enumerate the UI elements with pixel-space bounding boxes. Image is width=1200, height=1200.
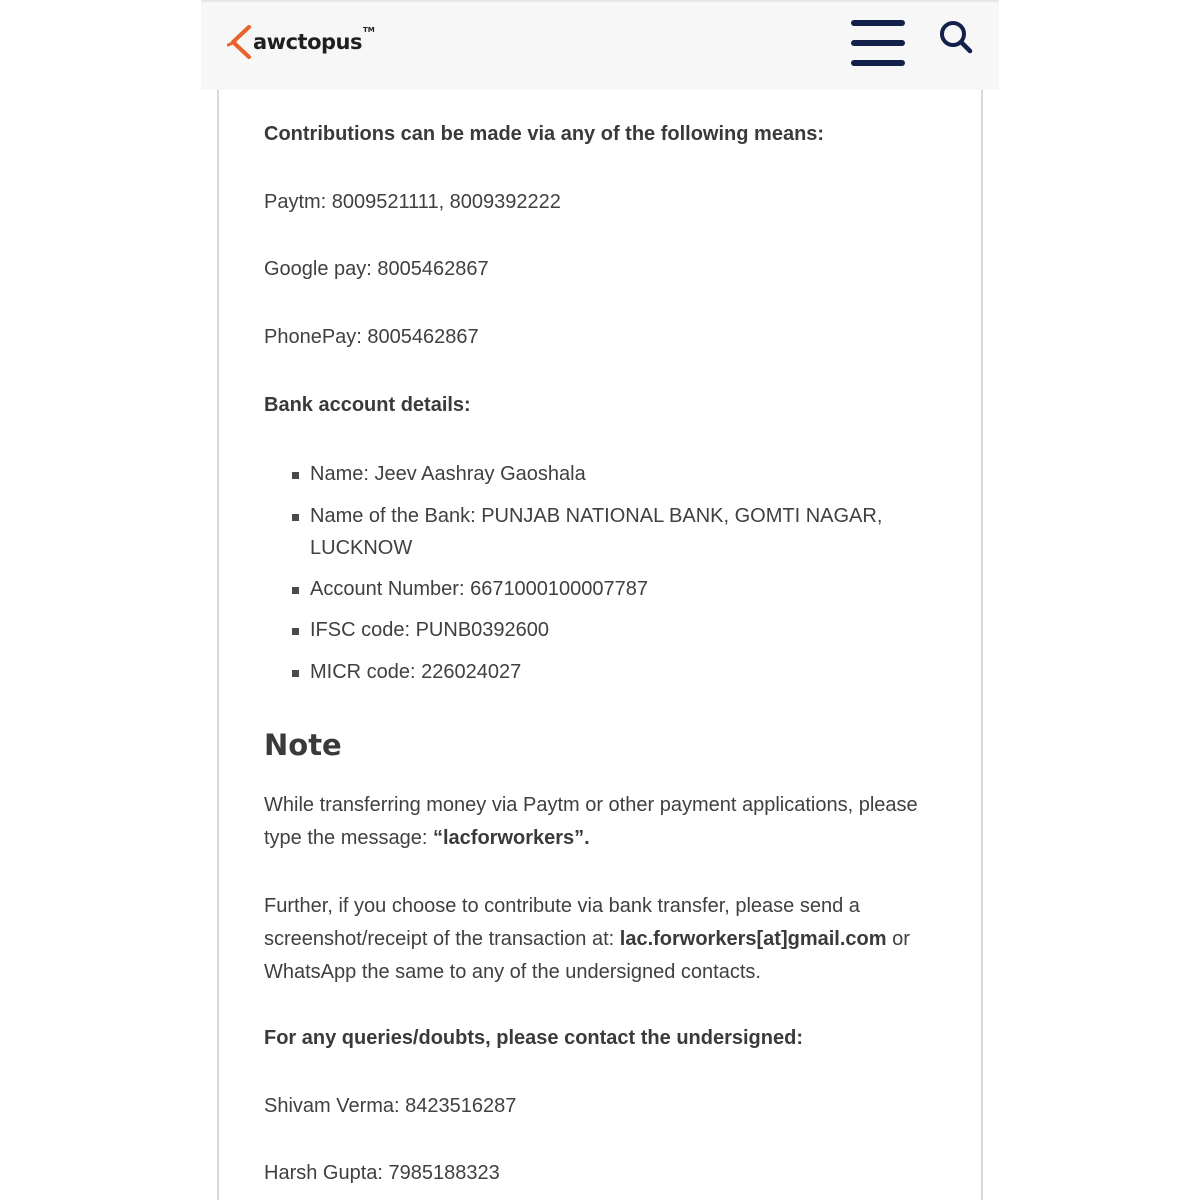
trademark-symbol: TM — [362, 26, 375, 34]
bank-details-heading: Bank account details: — [264, 394, 471, 416]
note-paragraph-payment-message: While transferring money via Paytm or other payment applications, please type the message: “lacforworkers”. — [264, 794, 918, 849]
contact-email: lac.forworkers[at]gmail.com — [619, 928, 887, 950]
site-header — [201, 0, 999, 90]
contributions-heading: Contributions can be made via any of the following means: — [264, 123, 825, 145]
bullet-icon — [292, 514, 299, 521]
article-content — [217, 90, 983, 1200]
note-paragraph-bank-transfer: Further, if you choose to contribute via bank transfer, please send a screenshot/receipt of the transaction at: lac.forworkers[at]gmail.com or WhatsApp the same to any of the undersigned contacts. — [264, 895, 910, 983]
logo-wordmark: awctopus — [253, 30, 362, 54]
hamburger-menu-icon[interactable] — [851, 20, 905, 66]
contact-shivam-verma: Shivam Verma: 8423516287 — [264, 1095, 517, 1117]
phonepay-number: PhonePay: 8005462867 — [264, 326, 479, 348]
payment-message-code: “lacforworkers”. — [432, 827, 590, 849]
bullet-icon — [292, 472, 299, 479]
page — [201, 0, 999, 1200]
paytm-numbers: Paytm: 8009521111, 8009392222 — [264, 191, 561, 213]
micr-code: MICR code: 226024027 — [310, 661, 522, 683]
contact-harsh-gupta: Harsh Gupta: 7985188323 — [264, 1162, 500, 1184]
bank-account-name: Name: Jeev Aashray Gaoshala — [310, 463, 586, 485]
bullet-icon — [292, 670, 299, 677]
bank-name: Name of the Bank: PUNJAB NATIONAL BANK, GOMTI NAGAR, LUCKNOW — [310, 505, 883, 559]
logo[interactable] — [227, 22, 375, 62]
search-icon[interactable] — [937, 18, 975, 56]
google-pay-number: Google pay: 8005462867 — [264, 258, 489, 280]
bullet-icon — [292, 628, 299, 635]
ifsc-code: IFSC code: PUNB0392600 — [310, 619, 550, 641]
contacts-heading: For any queries/doubts, please contact the undersigned: — [264, 1027, 803, 1049]
octopus-arrow-logo-icon — [227, 25, 255, 59]
note-heading: Note — [264, 728, 342, 762]
bullet-icon — [292, 587, 299, 594]
account-number: Account Number: 6671000100007787 — [310, 578, 649, 600]
